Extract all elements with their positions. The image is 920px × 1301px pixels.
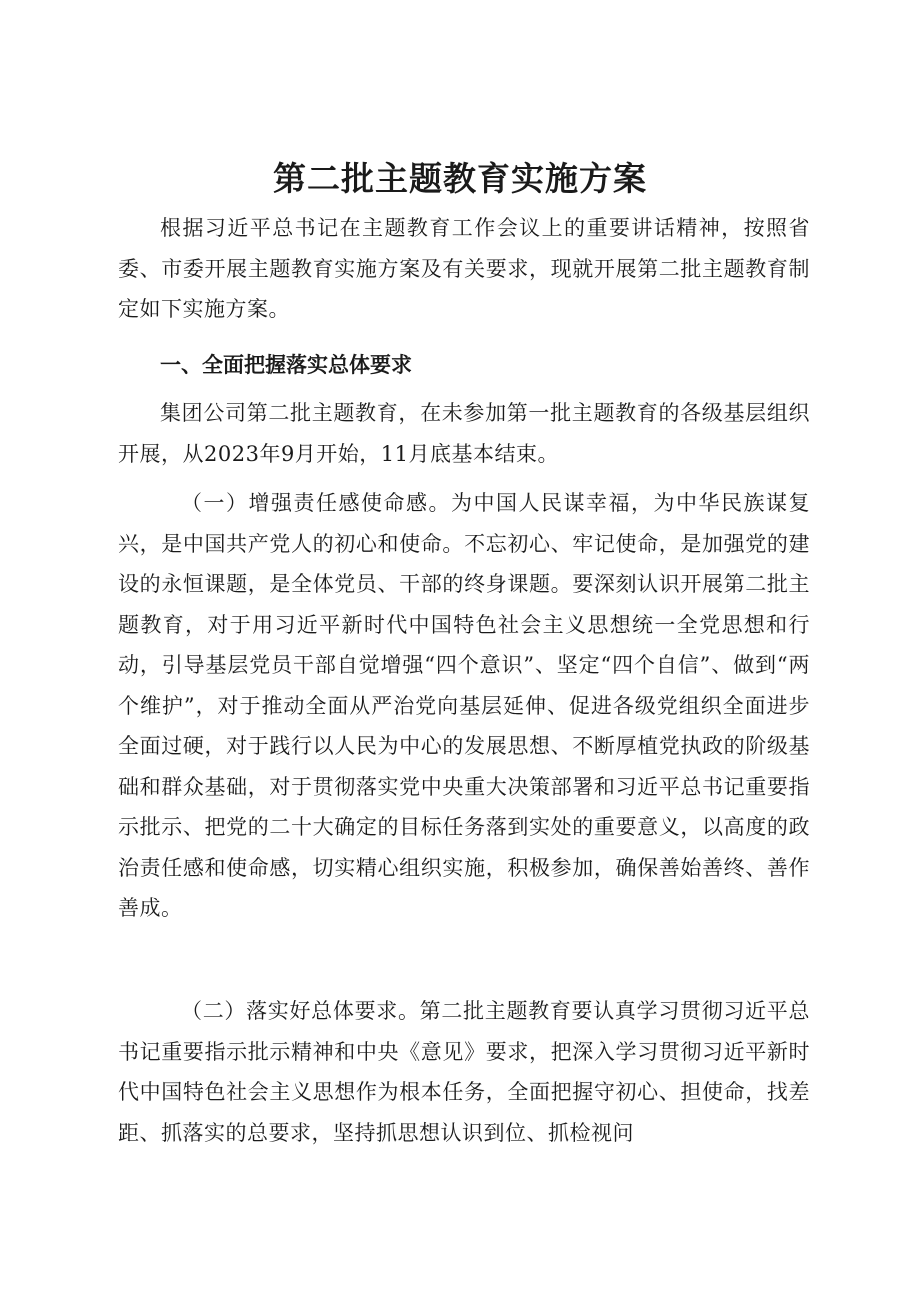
intro-paragraph: 根据习近平总书记在主题教育工作会议上的重要讲话精神，按照省委、市委开展主题教育实施方案及有关要求，现就开展第二批主题教育制定如下实施方案。: [118, 216, 810, 321]
paragraph-timeline: 集团公司第二批主题教育，在未参加第一批主题教育的各级基层组织开展，从2023年9月开始，11月底基本结束。: [118, 401, 810, 466]
paragraph-requirements: （二）落实好总体要求。第二批主题教育要认真学习贯彻习近平总书记重要指示批示精神和中央《意见》要求，把深入学习贯彻习近平新时代中国特色社会主义思想作为根本任务，全面把握守初心、担使命，找差距、抓落实的总要求，坚持抓思想认识到位、抓检视问: [118, 999, 810, 1145]
paragraph-responsibility: （一）增强责任感使命感。为中国人民谋幸福，为中华民族谋复兴，是中国共产党人的初心和使命。不忘初心、牢记使命，是加强党的建设的永恒课题，是全体党员、干部的终身课题。要深刻认识开展第二批主题教育，对于用习近平新时代中国特色社会主义思想统一全党思想和行动，引导基层党员干部自觉增强“四个意识”、坚定“四个自信”、做到“两个维护”，对于推动全面从严治党向基层延伸、促进各级党组织全面进步全面过硬，对于践行以人民为中心的发展思想、不断厚植党执政的阶级基础和群众基础，对于贯彻落实党中央重大决策部署和习近平总书记重要指示批示、把党的二十大确定的目标任务落到实处的重要意义，以高度的政治责任感和使命感，切实精心组织实施，积极参加，确保善始善终、善作善成。: [118, 491, 810, 920]
section-heading: 一、全面把握落实总体要求: [160, 353, 412, 377]
document-title: 第二批主题教育实施方案: [273, 159, 647, 198]
